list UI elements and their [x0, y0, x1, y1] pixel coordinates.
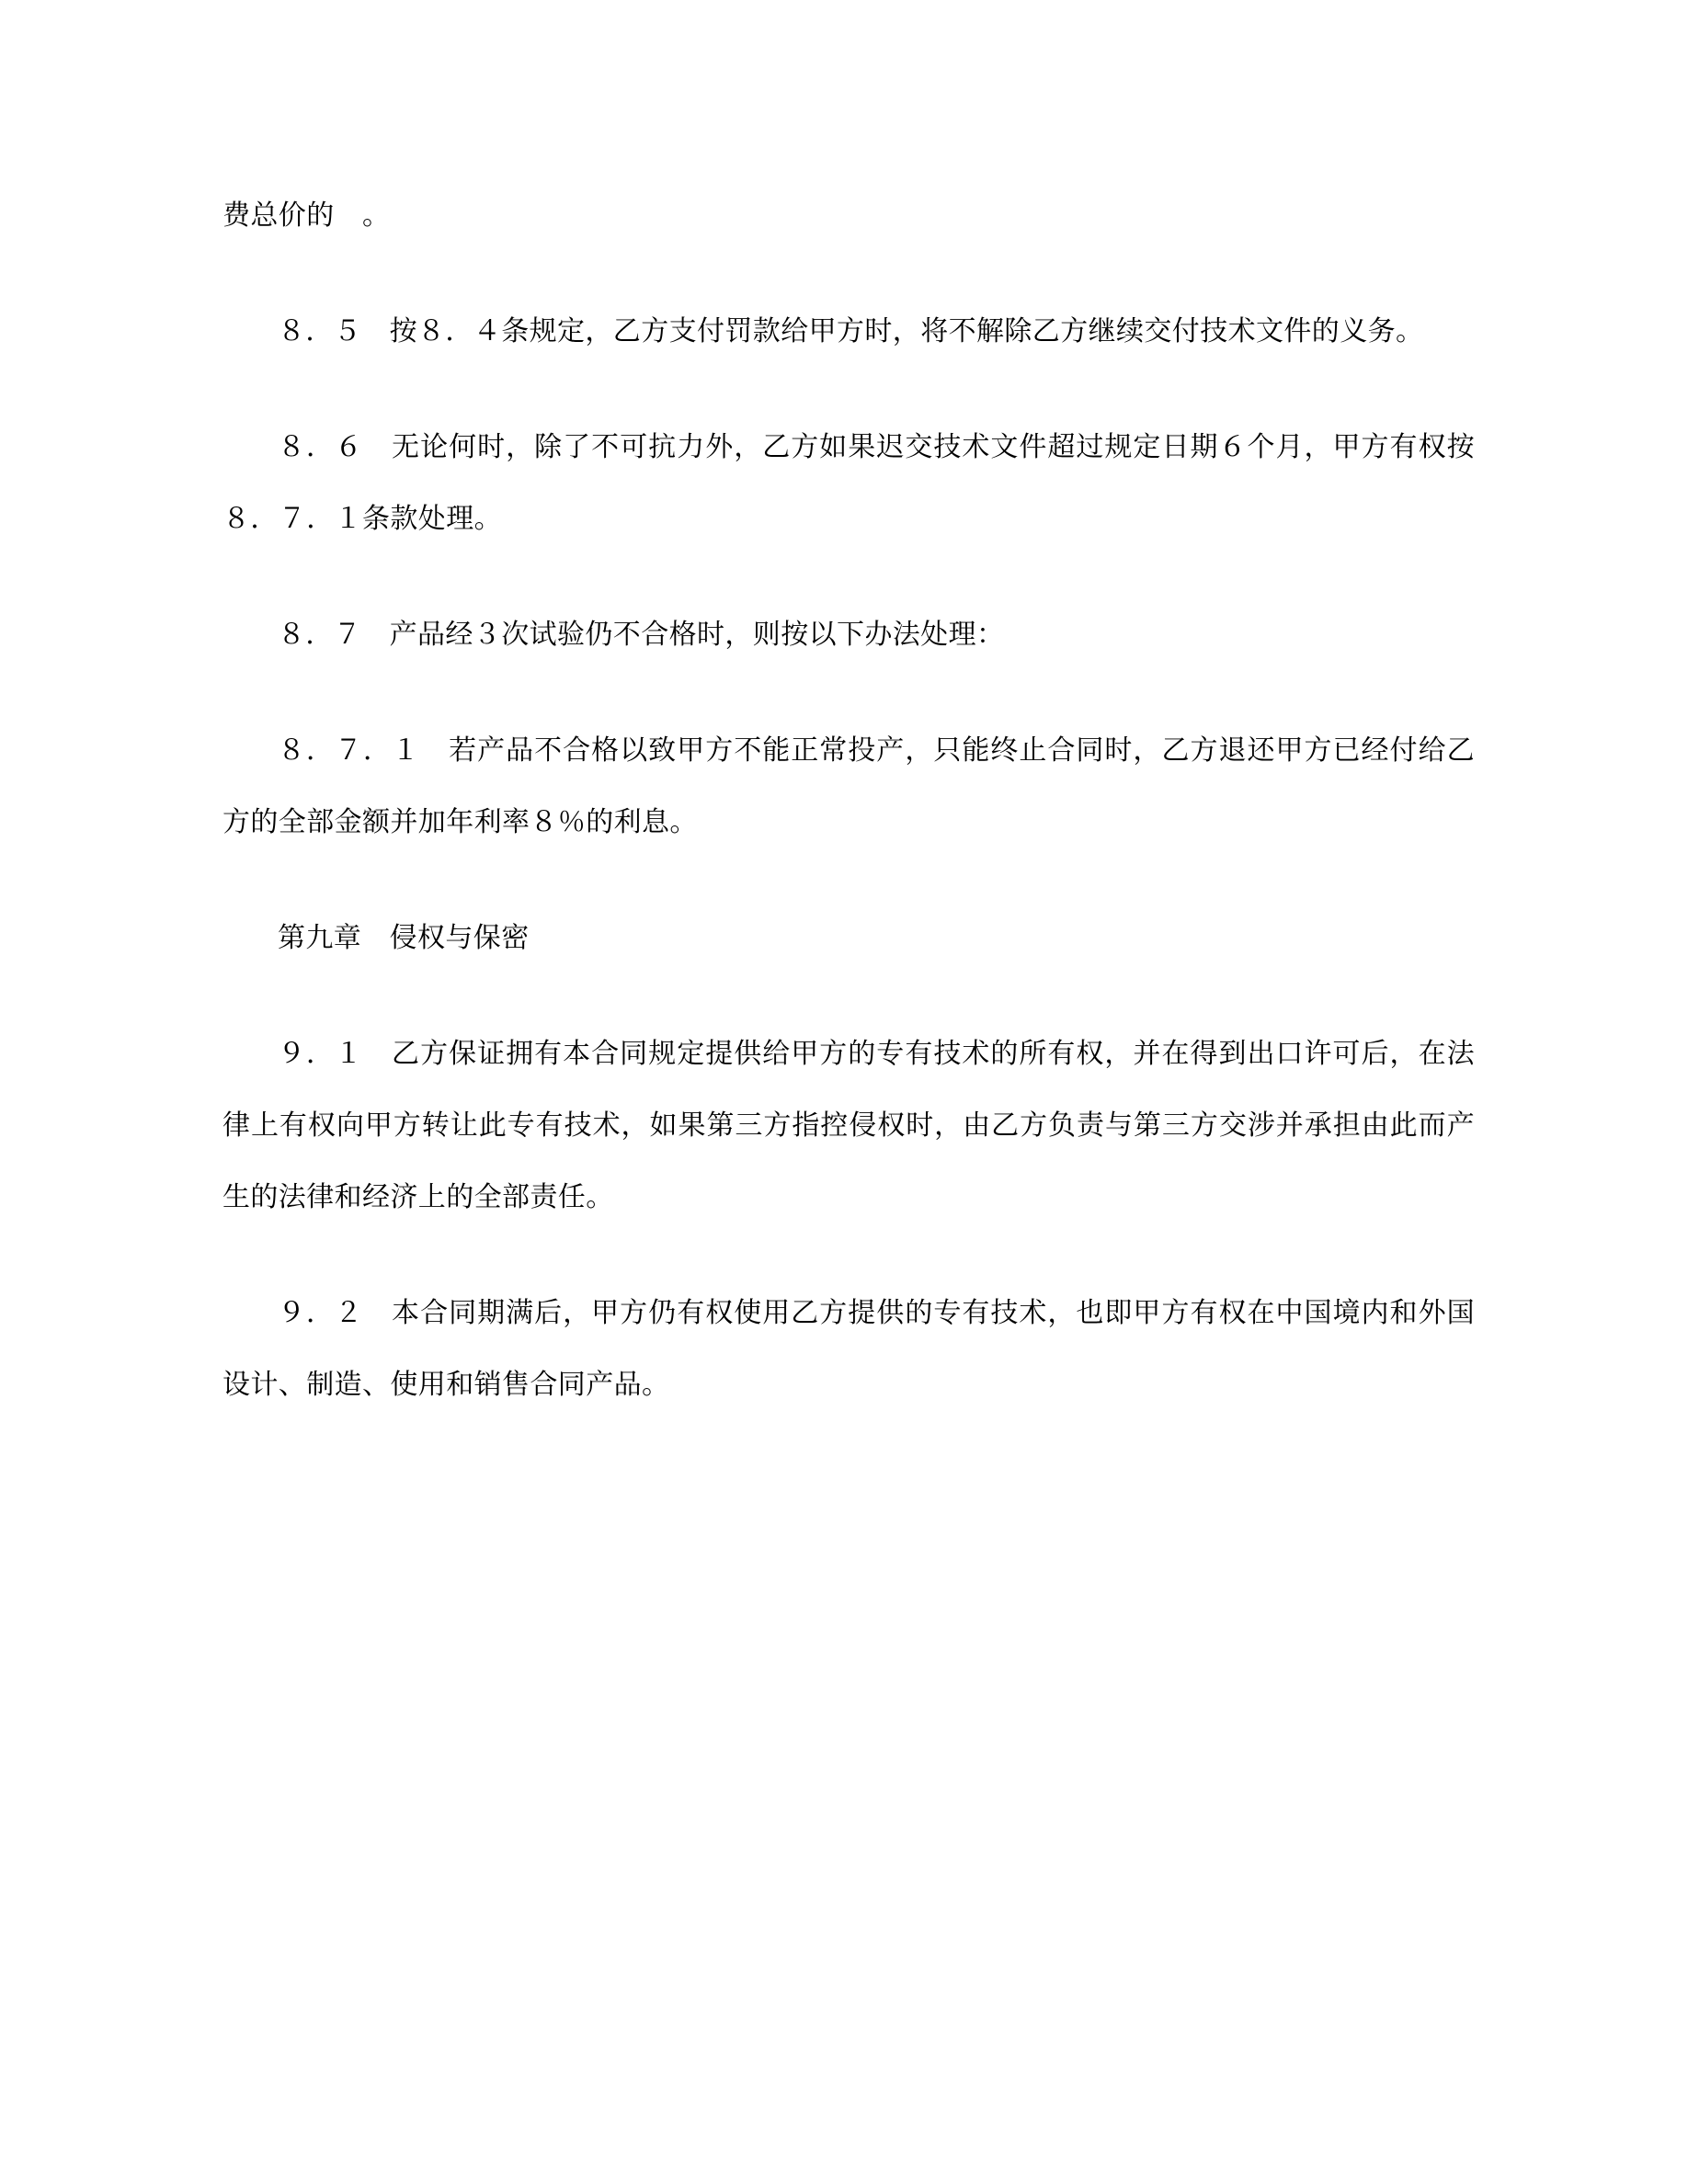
- paragraph-8-7-1: ８．７．１ 若产品不合格以致甲方不能正常投产，只能终止合同时，乙方退还甲方已经付给乙方的全部金额并加年利率８％的利息。: [222, 735, 1475, 837]
- paragraph-9-1: ９．１ 乙方保证拥有本合同规定提供给甲方的专有技术的所有权，并在得到出口许可后，在法律上有权向甲方转让此专有技术，如果第三方指控侵权时，由乙方负责与第三方交涉并承担由此而产生的法律和经济上的全部责任。: [222, 1039, 1475, 1212]
- heading-chapter-nine: 第九章 侵权与保密: [278, 923, 530, 953]
- paragraph-8-7: ８．７ 产品经３次试验仍不合格时，则按以下办法处理：: [278, 620, 1005, 650]
- paragraph-8-6: ８．６ 无论何时，除了不可抗力外，乙方如果迟交技术文件超过规定日期６个月，甲方有权按８．７．１条款处理。: [222, 432, 1475, 534]
- paragraph-9-2: ９．２ 本合同期满后，甲方仍有权使用乙方提供的专有技术，也即甲方有权在中国境内和外国设计、制造、使用和销售合同产品。: [222, 1298, 1475, 1400]
- document-body: [222, 180, 1475, 1421]
- paragraph-fee-total: 费总价的 。: [222, 200, 391, 231]
- paragraph-8-5: ８．５ 按８．４条规定，乙方支付罚款给甲方时，将不解除乙方继续交付技术文件的义务。: [278, 316, 1424, 347]
